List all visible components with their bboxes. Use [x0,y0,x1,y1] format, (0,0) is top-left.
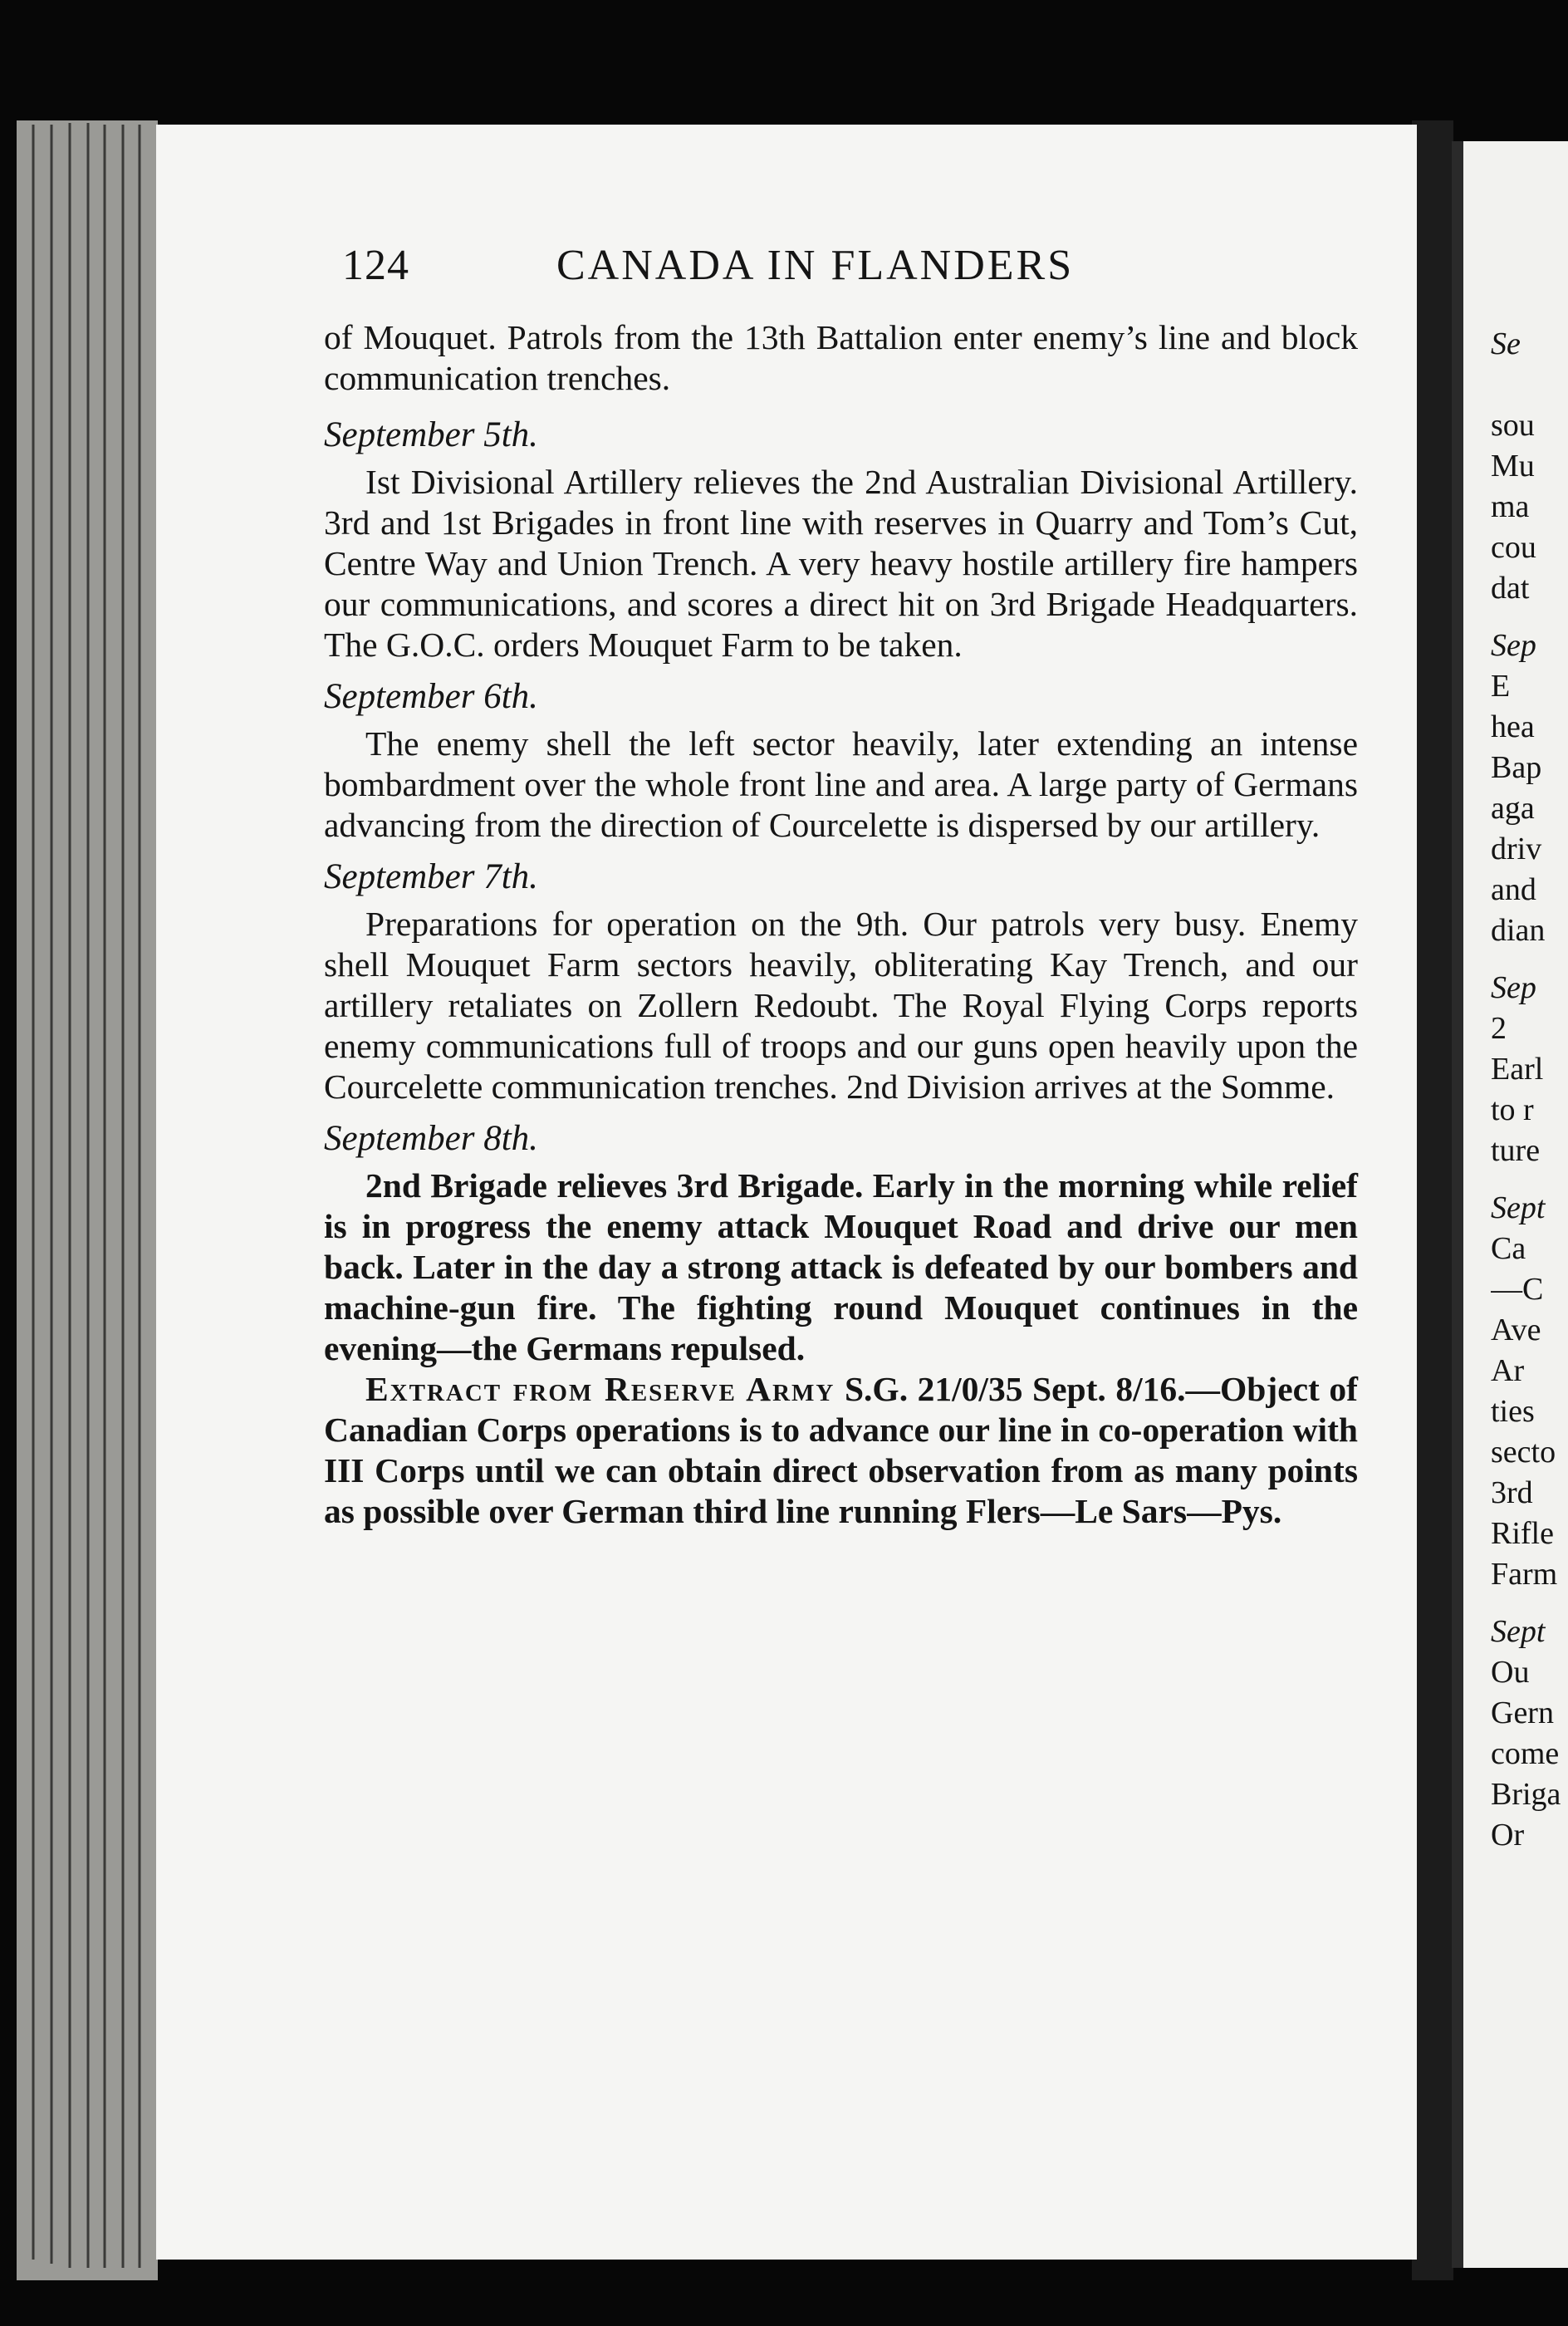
entry-sept-6: The enemy shell the left sector heavily, later extending an intense bombardment over the whole front line and area. A large party of Germans advancing from the direction of Courcelette is dispersed by our artillery. [324,724,1358,844]
facing-line: dian [1491,913,1546,948]
facing-line: hea [1491,709,1535,744]
facing-line: ma [1491,489,1530,524]
facing-line: Sep [1491,628,1536,663]
facing-line: aga [1491,791,1535,826]
date-heading-sept-6: September 6th. [324,677,538,716]
facing-line: driv [1491,832,1542,866]
facing-line: Bap [1491,750,1542,785]
extract-paragraph [324,1369,1358,1532]
facing-page-shadow [1452,141,1463,2268]
facing-line: sou [1491,408,1535,443]
facing-line: Briga [1491,1777,1561,1812]
facing-line: Farm [1491,1557,1558,1592]
extract-heading: Extract from Reserve Army [365,1370,835,1408]
facing-line: E [1491,669,1511,704]
facing-line: Sept [1491,1614,1546,1649]
facing-line: Ave [1491,1313,1541,1347]
facing-line: and [1491,872,1536,907]
left-page-text [324,241,1358,1532]
facing-line: Rifle [1491,1516,1554,1551]
facing-line: ture [1491,1133,1541,1168]
facing-line: Or [1491,1818,1525,1852]
facing-line: ties [1491,1394,1535,1429]
opening-paragraph: of Mouquet. Patrols from the 13th Battalion enter enemy’s line and block communication trenches. [324,318,1358,397]
facing-line: Mu [1491,449,1535,483]
entry-sept-7: Preparations for operation on the 9th. Our patrols very busy. Enemy shell Mouquet Farm sectors heavily, obliterating Kay Trench, and our artillery retaliates on Zollern Redoubt. The Royal Flying Corps reports enemy communications full of troops and our guns open heavily upon the Courcelette communication trenches. 2nd Division arrives at the Somme. [324,905,1358,1106]
facing-line: Ar [1491,1353,1525,1388]
extract-text: S.G. 21/0/35 Sept. 8/16.—Object of Canadian Corps operations is to advance our line in co-operation with III Corps until we can obtain direct observation from as many points as possible over German third line running Flers—Le Sars—Pys. [324,1370,1359,1530]
facing-line: come [1491,1736,1560,1771]
facing-page-text [1491,332,1568,1856]
facing-line: to r [1491,1092,1534,1127]
facing-line: Sep [1491,970,1536,1005]
facing-line: —C [1491,1272,1544,1307]
facing-line: 2 [1491,1011,1507,1046]
facing-line: Gern [1491,1695,1554,1730]
date-heading-sept-8: September 8th. [324,1119,538,1158]
running-title: CANADA IN FLANDERS [556,242,1075,289]
running-head [324,241,1358,307]
facing-line: Ou [1491,1655,1530,1690]
page-number: 124 [342,242,409,289]
entry-sept-5: Ist Divisional Artillery relieves the 2nd Australian Divisional Artillery. 3rd and 1st Brigades in front line with reserves in Quarry and Tom’s Cut, Centre Way and Union Trench. A very heavy hostile artillery fire hampers our communications, and scores a direct hit on 3rd Brigade Headquarters. The G.O.C. orders Mouquet Farm to be taken. [324,463,1358,664]
facing-line: Ca [1491,1231,1526,1266]
facing-line: Se [1491,332,1521,361]
date-heading-sept-5: September 5th. [324,415,538,454]
facing-line: Earl [1491,1052,1544,1087]
entry-sept-8: 2nd Brigade relieves 3rd Brigade. Early in the morning while relief is in progress the enemy attack Mouquet Road and drive our men back. Later in the day a strong attack is defeated by our bombers and machine-gun fire. The fighting round Mouquet continues in the evening—the Germans repulsed. [324,1166,1358,1367]
facing-line: dat [1491,571,1530,606]
facing-line: cou [1491,530,1536,565]
facing-line: secto [1491,1435,1556,1470]
date-heading-sept-7: September 7th. [324,857,538,896]
facing-line: Sept [1491,1190,1546,1225]
facing-line: 3rd [1491,1475,1533,1510]
gutter-shadow [1412,120,1453,2280]
